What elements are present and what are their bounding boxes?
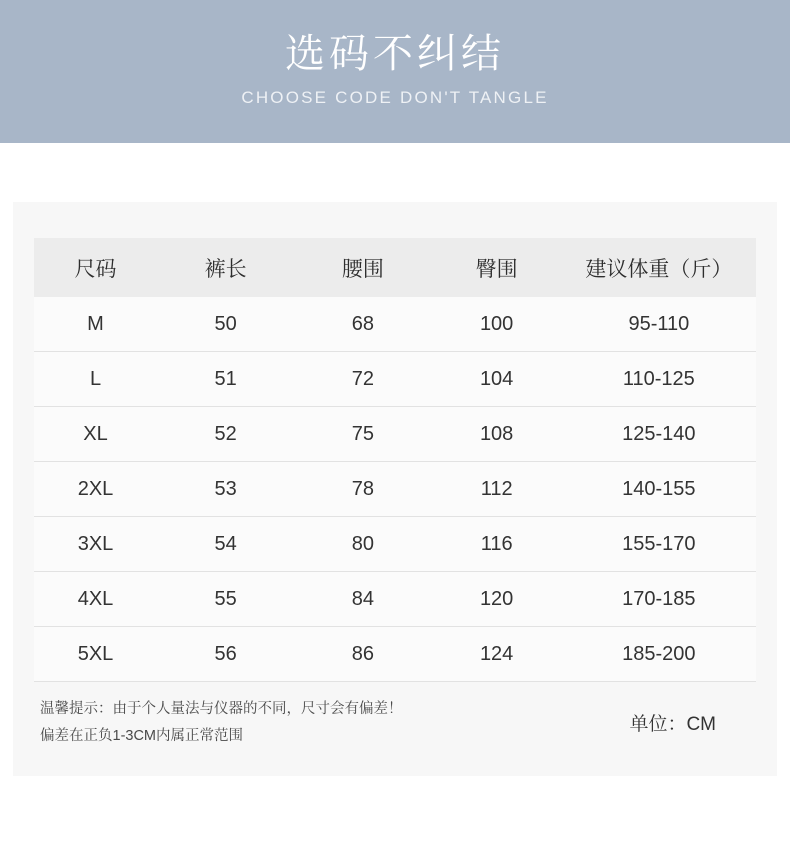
table-row xyxy=(34,627,756,682)
size-table-card xyxy=(13,202,777,776)
header-length: 裤长 xyxy=(157,238,294,297)
table-row xyxy=(34,297,756,352)
cell-hip: 100 xyxy=(432,297,562,352)
cell-hip: 104 xyxy=(432,352,562,407)
cell-size: M xyxy=(34,297,157,352)
cell-length: 56 xyxy=(157,627,294,682)
cell-length: 50 xyxy=(157,297,294,352)
cell-waist: 78 xyxy=(294,462,431,517)
cell-hip: 124 xyxy=(432,627,562,682)
cell-waist: 68 xyxy=(294,297,431,352)
cell-waist: 86 xyxy=(294,627,431,682)
footer-note-row xyxy=(34,682,756,750)
cell-size: 4XL xyxy=(34,572,157,627)
cell-size: L xyxy=(34,352,157,407)
page-banner xyxy=(0,0,790,143)
cell-weight: 140-155 xyxy=(562,462,756,517)
cell-hip: 108 xyxy=(432,407,562,462)
size-table xyxy=(34,238,756,682)
table-row xyxy=(34,462,756,517)
cell-length: 51 xyxy=(157,352,294,407)
cell-size: 3XL xyxy=(34,517,157,572)
cell-weight: 125-140 xyxy=(562,407,756,462)
table-row xyxy=(34,517,756,572)
cell-length: 53 xyxy=(157,462,294,517)
header-size: 尺码 xyxy=(34,238,157,297)
size-table-body xyxy=(34,297,756,682)
cell-hip: 112 xyxy=(432,462,562,517)
table-header-row xyxy=(34,238,756,297)
banner-title: 选码不纠结 xyxy=(285,31,505,76)
disclaimer-line-2: 偏差在正负1-3CM内属正常范围 xyxy=(40,727,244,744)
disclaimer-text xyxy=(40,696,403,750)
cell-waist: 80 xyxy=(294,517,431,572)
cell-weight: 95-110 xyxy=(562,297,756,352)
cell-length: 55 xyxy=(157,572,294,627)
cell-size: 5XL xyxy=(34,627,157,682)
cell-waist: 75 xyxy=(294,407,431,462)
header-weight: 建议体重（斤） xyxy=(562,238,756,297)
unit-label: 单位：CM xyxy=(629,714,716,736)
cell-length: 52 xyxy=(157,407,294,462)
cell-size: 2XL xyxy=(34,462,157,517)
cell-weight: 155-170 xyxy=(562,517,756,572)
table-row xyxy=(34,572,756,627)
cell-waist: 84 xyxy=(294,572,431,627)
cell-weight: 170-185 xyxy=(562,572,756,627)
cell-waist: 72 xyxy=(294,352,431,407)
header-waist: 腰围 xyxy=(294,238,431,297)
table-row xyxy=(34,407,756,462)
size-table-head xyxy=(34,238,756,297)
disclaimer-line-1: 温馨提示：由于个人量法与仪器的不同，尺寸会有偏差！ xyxy=(40,701,403,717)
banner-subtitle: CHOOSE CODE DON'T TANGLE xyxy=(241,87,549,107)
cell-weight: 110-125 xyxy=(562,352,756,407)
cell-hip: 116 xyxy=(432,517,562,572)
cell-length: 54 xyxy=(157,517,294,572)
cell-hip: 120 xyxy=(432,572,562,627)
header-hip: 臀围 xyxy=(432,238,562,297)
table-row xyxy=(34,352,756,407)
size-table-wrapper xyxy=(0,143,790,776)
cell-size: XL xyxy=(34,407,157,462)
cell-weight: 185-200 xyxy=(562,627,756,682)
